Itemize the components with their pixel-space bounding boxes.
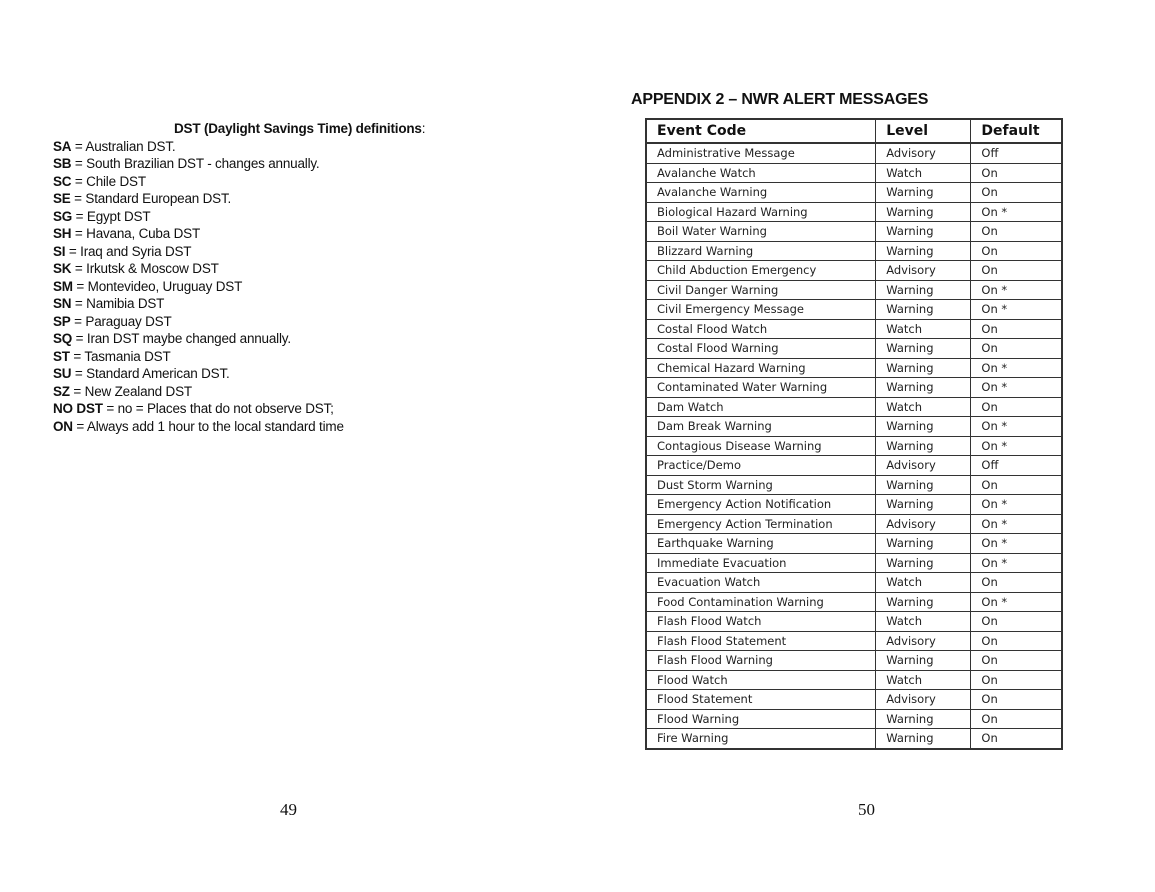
- dst-description: = Standard European DST.: [70, 191, 232, 206]
- event-code-cell: Avalanche Watch: [646, 163, 876, 183]
- table-row: [646, 729, 1062, 749]
- table-row: [646, 417, 1062, 437]
- level-cell: Warning: [876, 729, 971, 749]
- dst-description: = Montevideo, Uruguay DST: [72, 278, 243, 294]
- level-cell: Watch: [876, 670, 971, 690]
- level-cell: Warning: [876, 202, 971, 222]
- event-code-cell: Chemical Hazard Warning: [646, 358, 876, 378]
- level-cell: Advisory: [876, 631, 971, 651]
- level-cell: Watch: [876, 319, 971, 339]
- table-row: [646, 651, 1062, 671]
- table-row: [646, 631, 1062, 651]
- dst-description: = no = Places that do not observe DST;: [102, 401, 334, 416]
- level-cell: Advisory: [876, 690, 971, 710]
- page-number: 50: [858, 800, 875, 819]
- default-cell: On *: [971, 436, 1062, 456]
- left-page: [0, 0, 577, 892]
- dst-description: = Australian DST.: [71, 138, 176, 154]
- event-code-cell: Dam Break Warning: [646, 417, 876, 437]
- level-cell: Advisory: [876, 514, 971, 534]
- level-cell: Advisory: [876, 261, 971, 281]
- level-cell: Warning: [876, 651, 971, 671]
- table-row: [646, 709, 1062, 729]
- dst-definitions: [53, 120, 453, 435]
- table-row: [646, 183, 1062, 203]
- dst-definition-item: [53, 260, 453, 278]
- table-header-row: [646, 119, 1062, 143]
- dst-list: [53, 138, 453, 436]
- dst-definition-item: [53, 243, 453, 261]
- dst-description: = Paraguay DST: [70, 313, 172, 329]
- default-cell: On *: [971, 592, 1062, 612]
- dst-definition-item: [53, 383, 453, 401]
- header-default: Default: [971, 119, 1062, 143]
- table-row: [646, 202, 1062, 222]
- dst-code: SI: [53, 243, 66, 259]
- default-cell: On: [971, 241, 1062, 261]
- event-code-cell: Fire Warning: [646, 729, 876, 749]
- dst-code: SG: [53, 208, 73, 224]
- event-code-cell: Dam Watch: [646, 397, 876, 417]
- level-cell: Watch: [876, 397, 971, 417]
- dst-description: = Havana, Cuba DST: [71, 226, 201, 241]
- event-code-cell: Earthquake Warning: [646, 534, 876, 554]
- dst-definition-item: [53, 418, 453, 436]
- dst-definition-item: [53, 155, 453, 173]
- level-cell: Warning: [876, 378, 971, 398]
- dst-description: = New Zealand DST: [69, 383, 192, 399]
- level-cell: Warning: [876, 417, 971, 437]
- event-code-cell: Flash Flood Statement: [646, 631, 876, 651]
- event-code-cell: Costal Flood Watch: [646, 319, 876, 339]
- default-cell: On: [971, 651, 1062, 671]
- event-code-cell: Flash Flood Warning: [646, 651, 876, 671]
- default-cell: On: [971, 319, 1062, 339]
- page-number: 49: [280, 800, 297, 819]
- table-row: [646, 436, 1062, 456]
- table-row: [646, 319, 1062, 339]
- dst-definition-item: [53, 190, 453, 208]
- dst-code: SM: [53, 278, 73, 294]
- level-cell: Warning: [876, 222, 971, 242]
- event-code-cell: Blizzard Warning: [646, 241, 876, 261]
- right-page: [578, 0, 1155, 892]
- table-row: [646, 378, 1062, 398]
- event-code-cell: Boil Water Warning: [646, 222, 876, 242]
- dst-code: SH: [53, 226, 72, 241]
- default-cell: On: [971, 261, 1062, 281]
- event-code-cell: Flood Statement: [646, 690, 876, 710]
- default-cell: On *: [971, 514, 1062, 534]
- level-cell: Warning: [876, 475, 971, 495]
- level-cell: Watch: [876, 163, 971, 183]
- dst-description: = Tasmania DST: [69, 348, 171, 364]
- table-row: [646, 592, 1062, 612]
- dst-title-text: DST (Daylight Savings Time) definitions: [174, 121, 422, 136]
- dst-code: NO DST: [53, 401, 103, 416]
- dst-description: = Namibia DST: [71, 296, 165, 311]
- dst-description: = Iraq and Syria DST: [65, 243, 192, 259]
- event-code-cell: Flood Watch: [646, 670, 876, 690]
- dst-description: = Irkutsk & Moscow DST: [71, 261, 219, 276]
- event-code-cell: Practice/Demo: [646, 456, 876, 476]
- default-cell: Off: [971, 143, 1062, 163]
- dst-code: ST: [53, 348, 70, 364]
- table-body: [646, 143, 1062, 749]
- level-cell: Advisory: [876, 143, 971, 163]
- table-row: [646, 280, 1062, 300]
- table-row: [646, 514, 1062, 534]
- level-cell: Warning: [876, 339, 971, 359]
- alert-messages-table: [645, 118, 1063, 750]
- default-cell: On *: [971, 202, 1062, 222]
- level-cell: Watch: [876, 612, 971, 632]
- dst-title-colon: :: [421, 121, 426, 136]
- level-cell: Warning: [876, 592, 971, 612]
- event-code-cell: Administrative Message: [646, 143, 876, 163]
- default-cell: On *: [971, 300, 1062, 320]
- default-cell: On: [971, 222, 1062, 242]
- dst-definition-item: [53, 400, 453, 418]
- dst-code: SQ: [53, 331, 73, 346]
- table-row: [646, 163, 1062, 183]
- dst-code: SE: [53, 191, 71, 206]
- event-code-cell: Flash Flood Watch: [646, 612, 876, 632]
- header-event-code: Event Code: [646, 119, 876, 143]
- dst-definition-item: [53, 348, 453, 366]
- dst-code: SK: [53, 261, 72, 276]
- dst-code: SB: [53, 156, 72, 171]
- table-row: [646, 495, 1062, 515]
- table-row: [646, 339, 1062, 359]
- table-row: [646, 456, 1062, 476]
- level-cell: Warning: [876, 495, 971, 515]
- event-code-cell: Immediate Evacuation: [646, 553, 876, 573]
- dst-description: = Iran DST maybe changed annually.: [72, 331, 291, 346]
- level-cell: Warning: [876, 534, 971, 554]
- table-row: [646, 612, 1062, 632]
- event-code-cell: Dust Storm Warning: [646, 475, 876, 495]
- dst-definition-item: [53, 295, 453, 313]
- default-cell: On: [971, 729, 1062, 749]
- table-row: [646, 553, 1062, 573]
- level-cell: Warning: [876, 358, 971, 378]
- dst-description: = Always add 1 hour to the local standard time: [72, 418, 344, 434]
- default-cell: On *: [971, 280, 1062, 300]
- event-code-cell: Civil Emergency Message: [646, 300, 876, 320]
- header-level: Level: [876, 119, 971, 143]
- event-code-cell: Flood Warning: [646, 709, 876, 729]
- table-row: [646, 241, 1062, 261]
- table-row: [646, 573, 1062, 593]
- default-cell: On *: [971, 495, 1062, 515]
- default-cell: On: [971, 612, 1062, 632]
- dst-definition-item: [53, 173, 453, 191]
- event-code-cell: Emergency Action Notification: [646, 495, 876, 515]
- default-cell: On: [971, 339, 1062, 359]
- table-row: [646, 475, 1062, 495]
- table-row: [646, 670, 1062, 690]
- dst-code: SC: [53, 173, 72, 189]
- level-cell: Watch: [876, 573, 971, 593]
- dst-description: = Egypt DST: [72, 208, 151, 224]
- dst-definition-item: [53, 313, 453, 331]
- event-code-cell: Contaminated Water Warning: [646, 378, 876, 398]
- event-code-cell: Emergency Action Termination: [646, 514, 876, 534]
- default-cell: Off: [971, 456, 1062, 476]
- default-cell: On *: [971, 417, 1062, 437]
- default-cell: On: [971, 475, 1062, 495]
- default-cell: On: [971, 670, 1062, 690]
- event-code-cell: Food Contamination Warning: [646, 592, 876, 612]
- appendix-title: APPENDIX 2 – NWR ALERT MESSAGES: [631, 91, 929, 108]
- dst-description: = Standard American DST.: [71, 366, 230, 381]
- level-cell: Advisory: [876, 456, 971, 476]
- event-code-cell: Costal Flood Warning: [646, 339, 876, 359]
- default-cell: On *: [971, 358, 1062, 378]
- default-cell: On *: [971, 378, 1062, 398]
- default-cell: On: [971, 573, 1062, 593]
- dst-definition-item: [53, 330, 453, 348]
- dst-code: ON: [53, 418, 73, 434]
- level-cell: Warning: [876, 436, 971, 456]
- level-cell: Warning: [876, 280, 971, 300]
- default-cell: On *: [971, 553, 1062, 573]
- table-row: [646, 534, 1062, 554]
- default-cell: On *: [971, 534, 1062, 554]
- event-code-cell: Civil Danger Warning: [646, 280, 876, 300]
- level-cell: Warning: [876, 553, 971, 573]
- level-cell: Warning: [876, 300, 971, 320]
- table-row: [646, 222, 1062, 242]
- dst-code: SA: [53, 138, 72, 154]
- default-cell: On: [971, 690, 1062, 710]
- dst-code: SZ: [53, 383, 70, 399]
- table-row: [646, 300, 1062, 320]
- dst-code: SP: [53, 313, 71, 329]
- table-row: [646, 261, 1062, 281]
- default-cell: On: [971, 709, 1062, 729]
- dst-definition-item: [53, 138, 453, 156]
- default-cell: On: [971, 397, 1062, 417]
- table-row: [646, 690, 1062, 710]
- event-code-cell: Evacuation Watch: [646, 573, 876, 593]
- level-cell: Warning: [876, 183, 971, 203]
- dst-definition-item: [53, 225, 453, 243]
- default-cell: On: [971, 631, 1062, 651]
- dst-description: = South Brazilian DST - changes annually.: [71, 156, 320, 171]
- event-code-cell: Contagious Disease Warning: [646, 436, 876, 456]
- dst-code: SN: [53, 296, 72, 311]
- default-cell: On: [971, 163, 1062, 183]
- event-code-cell: Avalanche Warning: [646, 183, 876, 203]
- dst-title: [174, 120, 453, 138]
- dst-definition-item: [53, 208, 453, 226]
- level-cell: Warning: [876, 709, 971, 729]
- dst-definition-item: [53, 365, 453, 383]
- table-row: [646, 397, 1062, 417]
- dst-description: = Chile DST: [71, 173, 146, 189]
- event-code-cell: Child Abduction Emergency: [646, 261, 876, 281]
- dst-definition-item: [53, 278, 453, 296]
- event-code-cell: Biological Hazard Warning: [646, 202, 876, 222]
- table-row: [646, 358, 1062, 378]
- default-cell: On: [971, 183, 1062, 203]
- table-row: [646, 143, 1062, 163]
- dst-code: SU: [53, 366, 72, 381]
- level-cell: Warning: [876, 241, 971, 261]
